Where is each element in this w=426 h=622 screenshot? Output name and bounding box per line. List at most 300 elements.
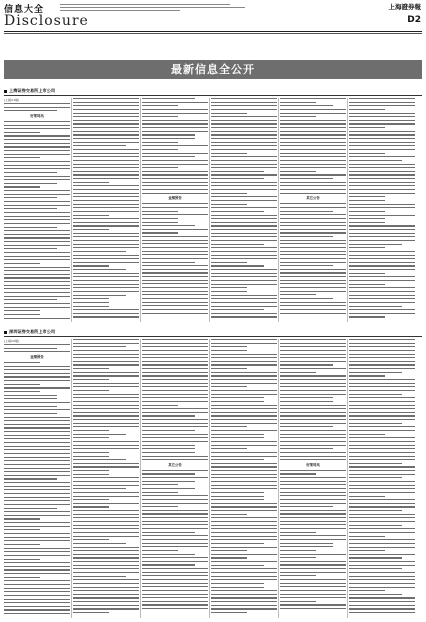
text-line xyxy=(349,120,415,121)
text-line xyxy=(142,127,208,128)
text-line xyxy=(4,398,57,399)
text-line xyxy=(280,561,346,562)
text-line xyxy=(142,477,208,478)
text-line xyxy=(349,608,415,609)
text-line xyxy=(4,299,57,300)
text-line xyxy=(280,343,346,344)
text-line xyxy=(211,142,277,143)
text-line xyxy=(142,178,208,179)
text-line xyxy=(73,590,139,591)
text-line xyxy=(280,291,346,292)
text-line xyxy=(211,145,277,146)
text-line xyxy=(73,357,139,358)
text-line xyxy=(4,537,70,538)
text-line xyxy=(4,205,70,206)
exchange-heading-sz xyxy=(4,328,55,335)
text-line xyxy=(73,105,139,106)
text-line xyxy=(349,405,415,406)
text-line xyxy=(211,113,247,114)
text-line xyxy=(142,291,208,292)
text-line xyxy=(73,295,126,296)
text-line xyxy=(280,375,346,376)
text-line xyxy=(142,346,208,347)
text-line xyxy=(211,185,277,186)
text-line xyxy=(73,587,139,588)
text-line xyxy=(211,98,277,99)
text-line xyxy=(4,292,70,293)
text-line xyxy=(73,597,139,598)
text-line xyxy=(349,116,415,117)
text-line xyxy=(73,532,139,533)
text-line xyxy=(142,138,195,139)
text-line xyxy=(73,583,139,584)
text-line xyxy=(73,222,139,223)
text-line xyxy=(211,284,277,285)
text-line xyxy=(280,354,346,355)
text-line xyxy=(73,98,139,99)
text-line xyxy=(73,448,139,449)
text-line xyxy=(4,588,70,589)
text-line xyxy=(73,459,126,460)
text-line xyxy=(280,397,333,398)
text-line xyxy=(349,189,415,190)
text-line xyxy=(349,568,402,569)
text-line xyxy=(349,174,415,175)
text-line xyxy=(349,211,385,212)
text-line xyxy=(73,196,139,197)
text-line xyxy=(73,394,139,395)
text-line xyxy=(211,167,277,168)
text-line xyxy=(349,233,415,234)
text-line xyxy=(280,214,346,215)
text-line xyxy=(4,540,70,541)
text-line xyxy=(280,423,346,424)
text-line xyxy=(73,364,139,365)
text-line xyxy=(4,511,70,512)
text-line xyxy=(211,405,277,406)
text-line xyxy=(4,424,70,425)
column-subhead: 好莱坞讯 xyxy=(30,113,44,118)
text-line xyxy=(349,306,402,307)
text-line xyxy=(349,236,415,237)
text-line xyxy=(4,373,70,374)
text-line xyxy=(4,427,70,428)
text-line xyxy=(211,316,277,317)
text-line xyxy=(4,387,70,388)
text-line xyxy=(211,474,277,475)
text-line xyxy=(349,284,385,285)
text-line xyxy=(349,178,415,179)
text-line xyxy=(280,309,346,310)
text-line xyxy=(73,608,139,609)
masthead-title: 信息大全 xyxy=(4,5,45,15)
text-line xyxy=(73,258,139,259)
text-line xyxy=(142,214,208,215)
text-line xyxy=(211,459,264,460)
text-line xyxy=(73,171,139,172)
text-line xyxy=(73,437,109,438)
text-line xyxy=(4,259,70,260)
text-line xyxy=(73,514,139,515)
text-line xyxy=(73,492,139,493)
text-line xyxy=(349,251,415,252)
text-line xyxy=(211,291,247,292)
column-divider xyxy=(347,339,348,618)
text-line xyxy=(4,555,70,556)
text-line xyxy=(73,182,109,183)
text-line xyxy=(142,517,208,518)
text-line xyxy=(73,372,139,373)
text-line xyxy=(73,247,139,248)
text-line xyxy=(280,448,333,449)
text-line xyxy=(280,283,346,284)
text-line xyxy=(349,309,415,310)
text-line xyxy=(280,313,346,314)
text-line xyxy=(211,138,277,139)
text-column xyxy=(142,98,208,322)
text-line xyxy=(280,590,346,591)
text-line xyxy=(73,354,139,355)
text-line xyxy=(73,265,109,266)
text-line xyxy=(349,357,415,358)
column-divider xyxy=(140,98,141,322)
text-line xyxy=(73,594,139,595)
text-line xyxy=(280,243,346,244)
text-line xyxy=(280,272,346,273)
text-line xyxy=(349,102,415,103)
text-line xyxy=(142,339,208,340)
text-line xyxy=(211,269,277,270)
text-line xyxy=(280,236,333,237)
text-line xyxy=(73,167,139,168)
text-line xyxy=(349,98,415,99)
text-line xyxy=(142,218,178,219)
text-line xyxy=(349,437,415,438)
text-line xyxy=(73,145,126,146)
text-line xyxy=(211,236,277,237)
text-line xyxy=(211,218,277,219)
text-line xyxy=(73,280,139,281)
text-line xyxy=(211,160,277,161)
text-line xyxy=(4,288,70,289)
column-divider xyxy=(209,98,210,322)
section-brand: Disclosure xyxy=(4,13,89,29)
text-line xyxy=(349,255,415,256)
text-line xyxy=(142,298,208,299)
text-line xyxy=(142,554,195,555)
text-line xyxy=(280,164,346,165)
text-line xyxy=(4,468,70,469)
text-line xyxy=(211,565,264,566)
text-line xyxy=(73,557,139,558)
text-line xyxy=(349,127,385,128)
text-line xyxy=(73,452,109,453)
text-line xyxy=(73,488,126,489)
text-line xyxy=(4,544,40,545)
text-line xyxy=(280,583,346,584)
text-line xyxy=(142,386,208,387)
text-line xyxy=(211,568,277,569)
text-line xyxy=(4,478,57,479)
exchange-title: 深圳证券交易所上市公司 xyxy=(9,329,56,334)
text-line xyxy=(280,156,346,157)
text-line xyxy=(73,116,139,117)
text-line xyxy=(142,415,195,416)
text-line xyxy=(142,251,208,252)
column-divider xyxy=(347,98,348,322)
text-line xyxy=(349,280,415,281)
text-line xyxy=(73,218,139,219)
text-line xyxy=(349,273,385,274)
text-line xyxy=(4,267,70,268)
text-line xyxy=(280,572,346,573)
text-line xyxy=(280,477,346,478)
text-line xyxy=(73,339,139,340)
text-line xyxy=(73,211,139,212)
text-line xyxy=(142,481,195,482)
text-line xyxy=(142,426,208,427)
text-line xyxy=(280,346,346,347)
text-line xyxy=(142,419,208,420)
text-line xyxy=(211,499,264,500)
text-line xyxy=(73,521,139,522)
text-line xyxy=(4,223,70,224)
text-line xyxy=(211,204,247,205)
text-line xyxy=(211,116,277,117)
text-line xyxy=(73,236,139,237)
text-line xyxy=(73,134,139,135)
text-line xyxy=(211,153,247,154)
text-line xyxy=(142,272,208,273)
text-line xyxy=(142,445,195,446)
text-line xyxy=(211,276,277,277)
text-line xyxy=(211,178,264,179)
text-line xyxy=(4,103,70,104)
text-line xyxy=(211,557,247,558)
text-line xyxy=(73,302,109,303)
text-line xyxy=(280,131,346,132)
text-line xyxy=(211,492,264,493)
text-line xyxy=(142,145,208,146)
text-line xyxy=(4,146,70,147)
text-line xyxy=(280,294,316,295)
text-line xyxy=(349,565,415,566)
text-line xyxy=(211,594,277,595)
text-line xyxy=(211,576,277,577)
page-header xyxy=(0,0,426,30)
text-line xyxy=(211,597,277,598)
text-line xyxy=(211,379,277,380)
text-line xyxy=(142,503,208,504)
text-line xyxy=(211,587,264,588)
text-line xyxy=(280,430,346,431)
text-line xyxy=(4,245,70,246)
text-line xyxy=(4,241,70,242)
text-line xyxy=(211,193,247,194)
text-line xyxy=(142,354,208,355)
text-line xyxy=(142,280,208,281)
text-line xyxy=(142,236,208,237)
text-line xyxy=(280,305,346,306)
text-line xyxy=(4,500,70,501)
text-line xyxy=(73,517,139,518)
text-line xyxy=(280,232,346,233)
text-line xyxy=(349,142,415,143)
text-line xyxy=(4,580,70,581)
text-line xyxy=(280,601,316,602)
text-line xyxy=(349,247,385,248)
exchange-rule xyxy=(4,336,422,337)
text-line xyxy=(4,417,70,418)
text-line xyxy=(73,123,139,124)
text-line xyxy=(349,587,415,588)
text-line xyxy=(349,503,415,504)
text-column xyxy=(4,339,70,618)
text-line xyxy=(142,524,208,525)
text-line xyxy=(280,484,346,485)
text-line xyxy=(211,510,277,511)
text-line xyxy=(349,605,415,606)
text-line xyxy=(211,207,277,208)
text-line xyxy=(349,244,402,245)
text-line xyxy=(280,116,316,117)
text-line xyxy=(211,445,277,446)
text-line xyxy=(280,262,346,263)
text-line xyxy=(4,168,70,169)
text-line xyxy=(349,510,402,511)
text-line xyxy=(349,521,415,522)
text-line xyxy=(142,513,208,514)
text-line xyxy=(211,368,247,369)
text-line xyxy=(142,473,195,474)
text-line xyxy=(4,584,70,585)
text-line xyxy=(349,269,415,270)
text-line xyxy=(280,113,346,114)
text-line xyxy=(280,557,316,558)
text-line xyxy=(4,406,57,407)
text-line xyxy=(73,251,126,252)
text-line xyxy=(349,109,385,110)
text-line xyxy=(280,470,346,471)
text-line xyxy=(73,415,139,416)
text-line xyxy=(280,120,346,121)
text-line xyxy=(73,160,139,161)
text-line xyxy=(73,605,139,606)
text-line xyxy=(280,287,346,288)
text-line xyxy=(73,262,139,263)
text-line xyxy=(73,561,139,562)
text-line xyxy=(142,470,208,471)
text-line xyxy=(349,379,415,380)
text-line xyxy=(280,138,346,139)
text-line xyxy=(4,139,70,140)
text-line xyxy=(280,265,333,266)
text-line xyxy=(349,499,415,500)
text-line xyxy=(142,305,208,306)
text-line xyxy=(4,460,70,461)
text-line xyxy=(211,463,277,464)
text-line xyxy=(4,303,70,304)
text-line xyxy=(73,207,139,208)
text-line xyxy=(142,222,178,223)
text-line xyxy=(280,426,333,427)
text-line xyxy=(73,113,139,114)
text-line xyxy=(73,138,139,139)
text-line xyxy=(349,265,415,266)
text-line xyxy=(349,394,402,395)
text-line xyxy=(211,189,277,190)
text-line xyxy=(73,539,109,540)
header-meta xyxy=(60,3,250,11)
text-line xyxy=(280,503,346,504)
text-line xyxy=(142,401,208,402)
text-line xyxy=(280,102,316,103)
text-line xyxy=(211,434,264,435)
text-line xyxy=(73,240,139,241)
text-line xyxy=(211,481,277,482)
text-line xyxy=(142,294,208,295)
text-line xyxy=(73,503,139,504)
text-line xyxy=(211,339,277,340)
text-line xyxy=(4,497,70,498)
text-line xyxy=(211,579,277,580)
text-line xyxy=(4,186,40,187)
continued-tag: (上接C1版) xyxy=(4,98,20,102)
text-line xyxy=(142,283,208,284)
text-line xyxy=(4,150,70,151)
text-line xyxy=(280,134,346,135)
text-line xyxy=(280,123,346,124)
text-line xyxy=(211,273,277,274)
text-line xyxy=(4,577,40,578)
text-line xyxy=(280,481,346,482)
text-line xyxy=(280,394,346,395)
text-line xyxy=(142,105,178,106)
text-line xyxy=(211,470,277,471)
text-line xyxy=(349,415,415,416)
text-line xyxy=(4,366,70,367)
text-line xyxy=(4,132,40,133)
text-line xyxy=(280,269,346,270)
text-line xyxy=(280,528,346,529)
text-line xyxy=(142,383,208,384)
text-line xyxy=(4,190,70,191)
text-line xyxy=(73,178,139,179)
text-line xyxy=(280,368,346,369)
text-line xyxy=(349,262,415,263)
bullet-icon xyxy=(4,331,7,334)
text-line xyxy=(211,364,277,365)
text-line xyxy=(142,243,208,244)
text-line xyxy=(280,415,346,416)
text-line xyxy=(73,109,139,110)
text-line xyxy=(280,608,346,609)
text-line xyxy=(280,105,333,106)
text-line xyxy=(280,412,346,413)
text-line xyxy=(4,548,70,549)
text-line xyxy=(142,361,208,362)
text-line xyxy=(142,156,195,157)
text-line xyxy=(280,372,316,373)
text-line xyxy=(280,218,346,219)
text-line xyxy=(4,413,57,414)
text-line xyxy=(4,402,70,403)
text-line xyxy=(142,532,195,533)
text-line xyxy=(73,298,109,299)
text-line xyxy=(142,608,208,609)
text-line xyxy=(73,193,139,194)
text-column xyxy=(211,98,277,322)
